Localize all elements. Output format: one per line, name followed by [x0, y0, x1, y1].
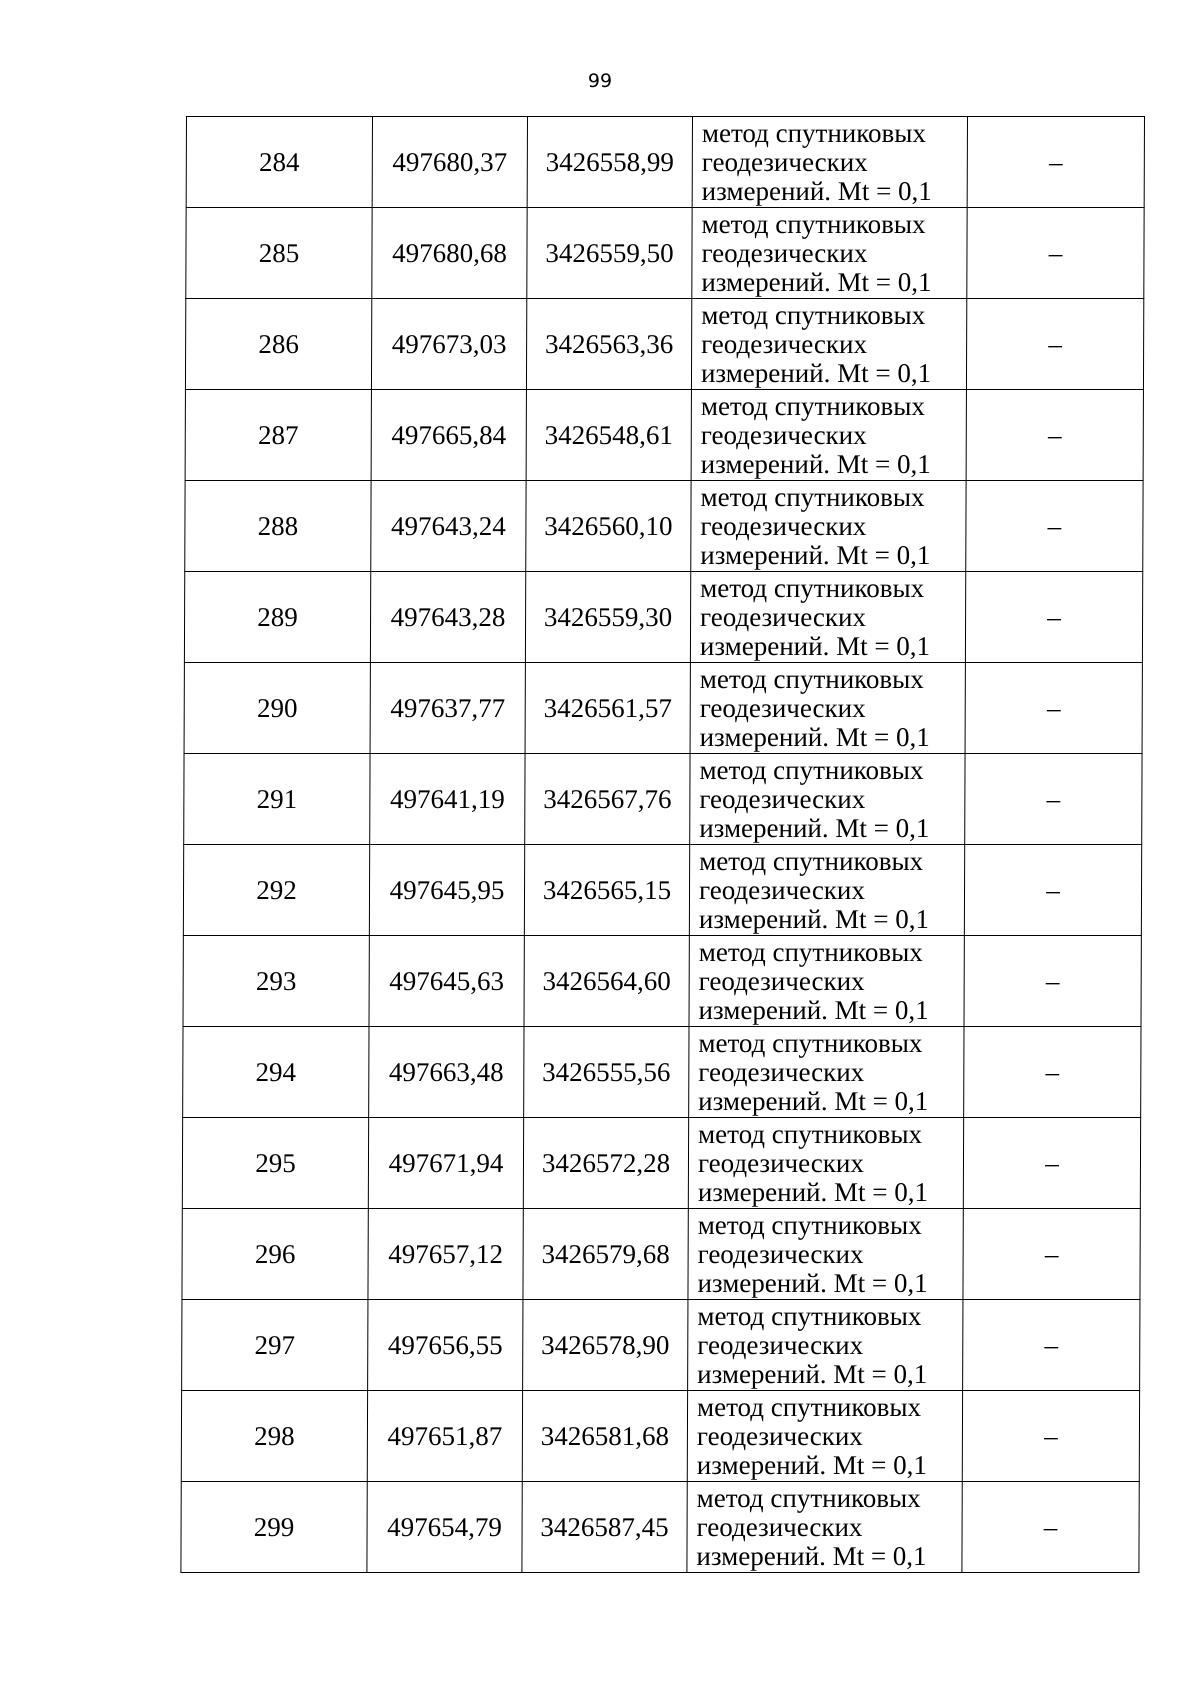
description-cell: – [966, 390, 1143, 481]
point-number-cell: 289 [184, 572, 370, 663]
method-cell: метод спутниковых геодезических измерений. Mt = 0,1 [692, 117, 967, 208]
description-cell: – [965, 572, 1142, 663]
description-cell: – [964, 1027, 1141, 1118]
table-row [184, 754, 1142, 845]
description-cell: – [963, 1209, 1140, 1300]
x-coordinate-cell: 497665,84 [371, 390, 526, 481]
point-number-cell: 293 [183, 936, 369, 1027]
table-row [184, 663, 1142, 754]
x-coordinate-cell: 497663,48 [369, 1027, 524, 1118]
y-coordinate-cell: 3426563,36 [526, 299, 691, 390]
method-cell: метод спутниковых геодезических измерений. Mt = 0,1 [690, 663, 965, 754]
table-row [185, 481, 1143, 572]
table-row [182, 1300, 1140, 1391]
method-cell: метод спутниковых геодезических измерений. Mt = 0,1 [689, 845, 964, 936]
table-row [183, 936, 1141, 1027]
point-number-cell: 284 [186, 117, 372, 208]
table-row [183, 845, 1141, 936]
method-cell: метод спутниковых геодезических измерений. Mt = 0,1 [692, 208, 967, 299]
x-coordinate-cell: 497680,68 [372, 208, 527, 299]
y-coordinate-cell: 3426587,45 [522, 1482, 687, 1573]
table-row [183, 1027, 1141, 1118]
table-row [182, 1209, 1140, 1300]
method-cell: метод спутниковых геодезических измерений. Mt = 0,1 [687, 1391, 962, 1482]
table-row [181, 1391, 1139, 1482]
method-cell: метод спутниковых геодезических измерений. Mt = 0,1 [688, 1118, 963, 1209]
table-row [181, 1482, 1139, 1573]
x-coordinate-cell: 497656,55 [368, 1300, 523, 1391]
table-row [186, 208, 1144, 299]
description-cell: – [962, 1482, 1139, 1573]
y-coordinate-cell: 3426555,56 [524, 1027, 689, 1118]
x-coordinate-cell: 497641,19 [370, 754, 525, 845]
table-row [185, 390, 1143, 481]
table-row [185, 299, 1143, 390]
method-cell: метод спутниковых геодезических измерений. Mt = 0,1 [691, 299, 966, 390]
table-row [182, 1118, 1140, 1209]
point-number-cell: 287 [185, 390, 371, 481]
x-coordinate-cell: 497643,28 [370, 572, 525, 663]
x-coordinate-cell: 497651,87 [367, 1391, 522, 1482]
method-cell: метод спутниковых геодезических измерений. Mt = 0,1 [691, 481, 966, 572]
point-number-cell: 288 [185, 481, 371, 572]
point-number-cell: 297 [182, 1300, 368, 1391]
point-number-cell: 298 [181, 1391, 367, 1482]
description-cell: – [965, 754, 1142, 845]
x-coordinate-cell: 497657,12 [368, 1209, 523, 1300]
y-coordinate-cell: 3426559,50 [527, 208, 692, 299]
y-coordinate-cell: 3426548,61 [526, 390, 691, 481]
y-coordinate-cell: 3426559,30 [525, 572, 690, 663]
point-number-cell: 291 [184, 754, 370, 845]
description-cell: – [967, 208, 1144, 299]
point-number-cell: 285 [186, 208, 372, 299]
x-coordinate-cell: 497643,24 [371, 481, 526, 572]
table-body [181, 117, 1145, 1573]
x-coordinate-cell: 497654,79 [367, 1482, 522, 1573]
description-cell: – [964, 936, 1141, 1027]
description-cell: – [966, 299, 1143, 390]
x-coordinate-cell: 497671,94 [368, 1118, 523, 1209]
point-number-cell: 286 [185, 299, 371, 390]
method-cell: метод спутниковых геодезических измерений. Mt = 0,1 [690, 572, 965, 663]
table-row [186, 117, 1144, 208]
point-number-cell: 296 [182, 1209, 368, 1300]
y-coordinate-cell: 3426567,76 [525, 754, 690, 845]
table-row [184, 572, 1142, 663]
description-cell: – [962, 1391, 1139, 1482]
x-coordinate-cell: 497645,95 [369, 845, 524, 936]
point-number-cell: 299 [181, 1482, 367, 1573]
description-cell: – [963, 1118, 1140, 1209]
method-cell: метод спутниковых геодезических измерений. Mt = 0,1 [690, 754, 965, 845]
y-coordinate-cell: 3426579,68 [523, 1209, 688, 1300]
x-coordinate-cell: 497680,37 [372, 117, 527, 208]
description-cell: – [965, 663, 1142, 754]
point-number-cell: 290 [184, 663, 370, 754]
method-cell: метод спутниковых геодезических измерений. Mt = 0,1 [689, 1027, 964, 1118]
description-cell: – [964, 845, 1141, 936]
description-cell: – [963, 1300, 1140, 1391]
y-coordinate-cell: 3426564,60 [524, 936, 689, 1027]
y-coordinate-cell: 3426558,99 [527, 117, 692, 208]
method-cell: метод спутниковых геодезических измерений. Mt = 0,1 [689, 936, 964, 1027]
y-coordinate-cell: 3426578,90 [523, 1300, 688, 1391]
y-coordinate-cell: 3426572,28 [523, 1118, 688, 1209]
description-cell: – [967, 117, 1144, 208]
x-coordinate-cell: 497673,03 [371, 299, 526, 390]
y-coordinate-cell: 3426560,10 [526, 481, 691, 572]
page-number: 99 [587, 70, 613, 92]
x-coordinate-cell: 497645,63 [369, 936, 524, 1027]
method-cell: метод спутниковых геодезических измерений. Mt = 0,1 [688, 1209, 963, 1300]
method-cell: метод спутниковых геодезических измерений. Mt = 0,1 [691, 390, 966, 481]
point-number-cell: 292 [183, 845, 369, 936]
method-cell: метод спутниковых геодезических измерений. Mt = 0,1 [687, 1482, 962, 1573]
x-coordinate-cell: 497637,77 [370, 663, 525, 754]
point-number-cell: 295 [182, 1118, 368, 1209]
y-coordinate-cell: 3426561,57 [525, 663, 690, 754]
y-coordinate-cell: 3426581,68 [522, 1391, 687, 1482]
coordinates-table [180, 116, 1145, 1573]
description-cell: – [966, 481, 1143, 572]
point-number-cell: 294 [183, 1027, 369, 1118]
method-cell: метод спутниковых геодезических измерений. Mt = 0,1 [688, 1300, 963, 1391]
y-coordinate-cell: 3426565,15 [524, 845, 689, 936]
